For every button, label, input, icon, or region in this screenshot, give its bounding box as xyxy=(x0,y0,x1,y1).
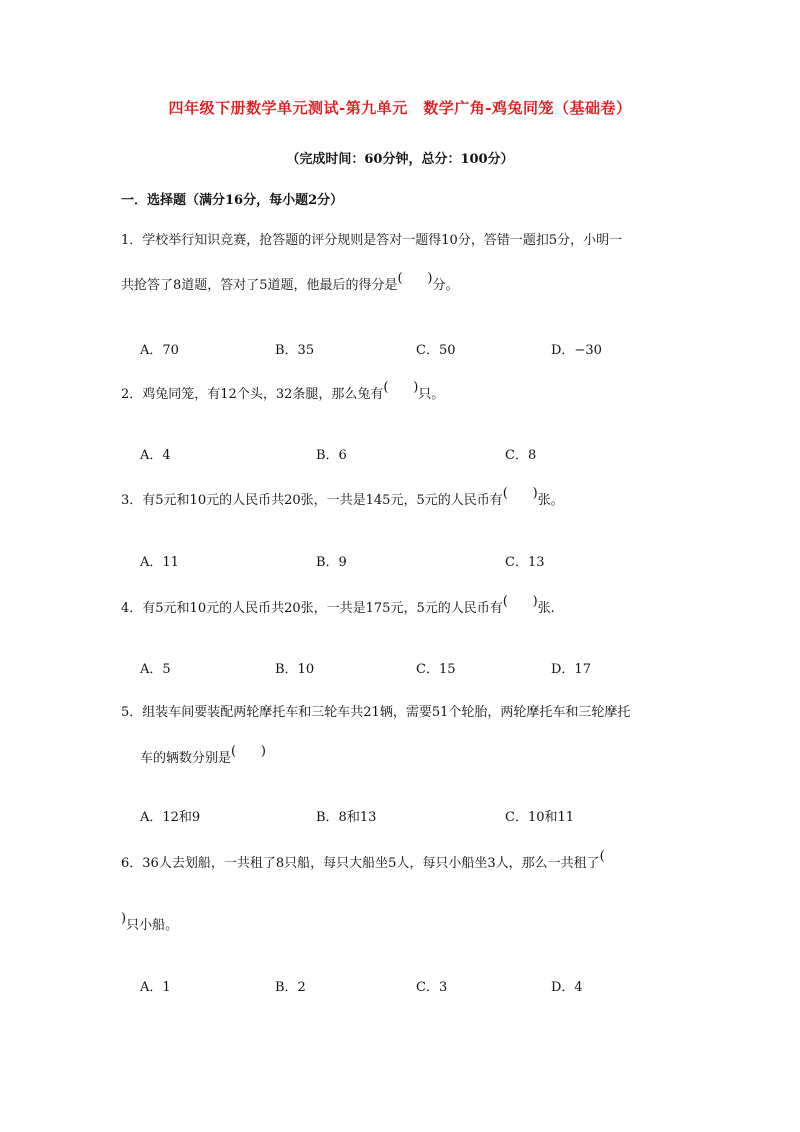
option-b[interactable]: B．2 xyxy=(275,980,306,995)
option-b[interactable]: B．6 xyxy=(316,448,347,463)
option-a[interactable]: A．11 xyxy=(140,555,179,570)
option-c[interactable]: C．13 xyxy=(505,555,545,570)
question-4-text: 4．有5元和10元的人民币共20张，一共是175元，5元的人民币有 xyxy=(121,601,503,616)
answer-blank-close: ) xyxy=(121,911,127,926)
option-b[interactable]: B．35 xyxy=(275,343,315,358)
question-1-unit: 分。 xyxy=(432,278,459,293)
question-6-text: 6．36人去划船，一共租了8只船，每只大船坐5人，每只小船坐3人，那么一共租了 xyxy=(121,856,600,871)
question-3-text: 3．有5元和10元的人民币共20张，一共是145元，5元的人民币有 xyxy=(121,493,503,508)
question-5-text: 车的辆数分别是 xyxy=(140,751,232,766)
question-2 xyxy=(121,380,445,402)
question-6-line-2 xyxy=(121,911,179,933)
option-c[interactable]: C．3 xyxy=(416,980,448,995)
answer-blank-open: ( xyxy=(599,849,605,864)
answer-blank: ( ) xyxy=(231,744,266,759)
answer-blank: ( ) xyxy=(502,486,538,501)
question-2-unit: 只。 xyxy=(418,387,445,402)
option-d[interactable]: D．4 xyxy=(551,980,583,995)
option-a[interactable]: A．4 xyxy=(140,448,171,463)
question-6-unit: 只小船。 xyxy=(126,918,179,933)
question-1-line-1: 1．学校举行知识竞赛，抢答题的评分规则是答对一题得10分，答错一题扣5分，小明一 xyxy=(121,233,623,248)
question-5-line-1: 5．组装车间要装配两轮摩托车和三轮车共21辆，需要51个轮胎，两轮摩托车和三轮摩托 xyxy=(121,705,631,720)
answer-blank: ( ) xyxy=(397,271,433,286)
page-title: 四年级下册数学单元测试-第九单元 数学广角-鸡兔同笼（基础卷） xyxy=(168,99,632,117)
option-a[interactable]: A．12和9 xyxy=(140,810,201,825)
option-a[interactable]: A．70 xyxy=(140,343,179,358)
question-1-line-2 xyxy=(121,271,459,293)
section-heading: 一．选择题（满分16分，每小题2分） xyxy=(121,193,344,208)
exam-info: （完成时间：60分钟，总分：100分） xyxy=(286,152,514,167)
option-c[interactable]: C．50 xyxy=(416,343,456,358)
option-a[interactable]: A．5 xyxy=(140,662,171,677)
question-5-line-2 xyxy=(140,744,266,766)
option-b[interactable]: B．10 xyxy=(275,662,315,677)
option-d[interactable]: D．17 xyxy=(551,662,591,677)
option-c[interactable]: C．8 xyxy=(505,448,537,463)
option-b[interactable]: B．8和13 xyxy=(316,810,377,825)
option-c[interactable]: C．10和11 xyxy=(505,810,575,825)
answer-blank: ( ) xyxy=(502,594,538,609)
question-3-unit: 张。 xyxy=(537,493,564,508)
question-6-line-1 xyxy=(121,849,605,871)
question-4 xyxy=(121,594,555,616)
question-2-text: 2．鸡兔同笼，有12个头，32条腿，那么兔有 xyxy=(121,387,384,402)
question-1-text: 共抢答了8道题，答对了5道题，他最后的得分是 xyxy=(121,278,398,293)
question-4-unit: 张. xyxy=(537,601,555,616)
answer-blank: ( ) xyxy=(383,380,419,395)
option-b[interactable]: B．9 xyxy=(316,555,347,570)
option-c[interactable]: C．15 xyxy=(416,662,456,677)
question-3 xyxy=(121,486,564,508)
option-d[interactable]: D．−30 xyxy=(551,343,602,358)
option-a[interactable]: A．1 xyxy=(140,980,171,995)
